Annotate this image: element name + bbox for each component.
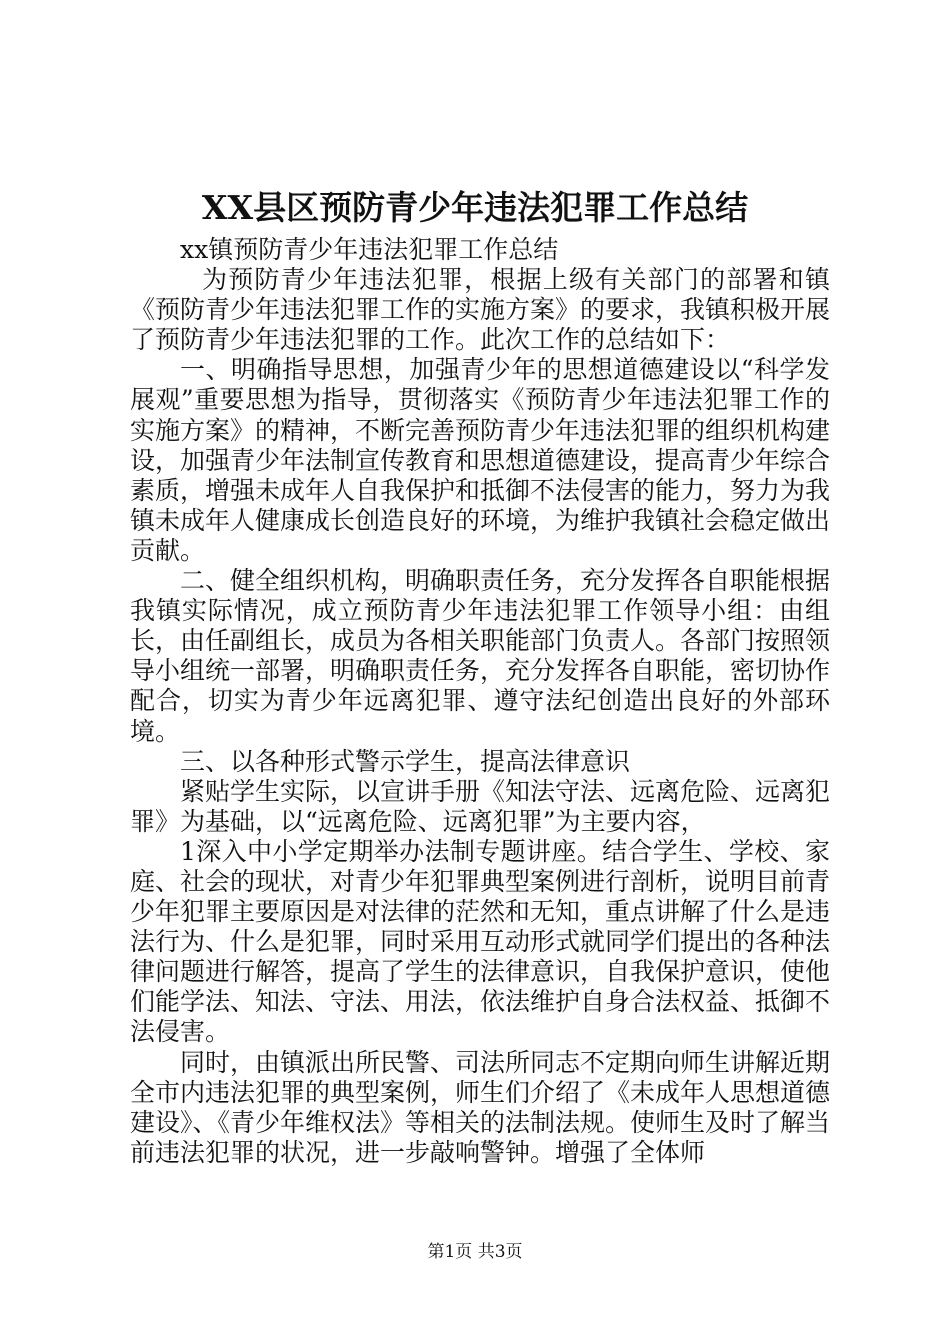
paragraph-section-2: 二、健全组织机构，明确职责任务，充分发挥各自职能根据我镇实际情况，成立预防青少年违法犯罪工作领导小组：由组长，由任副组长，成员为各相关职能部门负责人。各部门按照领导小组统一部署，明确职责任务，充分发挥各自职能，密切协作配合，切实为青少年远离犯罪、遵守法纪创造出良好的外部环境。 bbox=[130, 566, 831, 746]
paragraph-intro: 为预防青少年违法犯罪，根据上级有关部门的部署和镇《预防青少年违法犯罪工作的实施方案》的要求，我镇积极开展了预防青少年违法犯罪的工作。此次工作的总结如下： bbox=[130, 265, 831, 355]
paragraph-section-1: 一、明确指导思想，加强青少年的思想道德建设以“科学发展观”重要思想为指导，贯彻落实《预防青少年违法犯罪工作的实施方案》的精神，不断完善预防青少年违法犯罪的组织机构建设，加强青少年法制宣传教育和思想道德建设，提高青少年综合素质，增强未成年人自我保护和抵御不法侵害的能力，努力为我镇未成年人健康成长创造良好的环境，为维护我镇社会稳定做出贡献。 bbox=[130, 355, 831, 565]
paragraph-continuation: 同时，由镇派出所民警、司法所同志不定期向师生讲解近期全市内违法犯罪的典型案例，师生们介绍了《未成年人思想道德建设》、《青少年维权法》等相关的法制法规。使师生及时了解当前违法犯罪的状况，进一步敲响警钟。增强了全体师 bbox=[130, 1047, 831, 1167]
document-body bbox=[130, 235, 830, 1168]
paragraph-subtitle: xx镇预防青少年违法犯罪工作总结 bbox=[180, 235, 559, 264]
paragraph-section-3-intro: 紧贴学生实际，以宣讲手册《知法守法、远离危险、远离犯罪》为基础，以“远离危险、远离犯罪”为主要内容， bbox=[130, 776, 831, 836]
paragraph-item-1: 1深入中小学定期举办法制专题讲座。结合学生、学校、家庭、社会的现状，对青少年犯罪典型案例进行剖析，说明目前青少年犯罪主要原因是对法律的茫然和无知，重点讲解了什么是违法行为、什么是犯罪，同时采用互动形式就同学们提出的各种法律问题进行解答，提高了学生的法律意识，自我保护意识，使他们能学法、知法、守法、用法，依法维护自身合法权益、抵御不法侵害。 bbox=[130, 836, 831, 1047]
document-title: XX县区预防青少年违法犯罪工作总结 bbox=[201, 188, 749, 227]
paragraph-section-3-heading: 三、以各种形式警示学生，提高法律意识 bbox=[180, 746, 631, 776]
page-number-footer: 第1页 共3页 bbox=[427, 1242, 523, 1262]
